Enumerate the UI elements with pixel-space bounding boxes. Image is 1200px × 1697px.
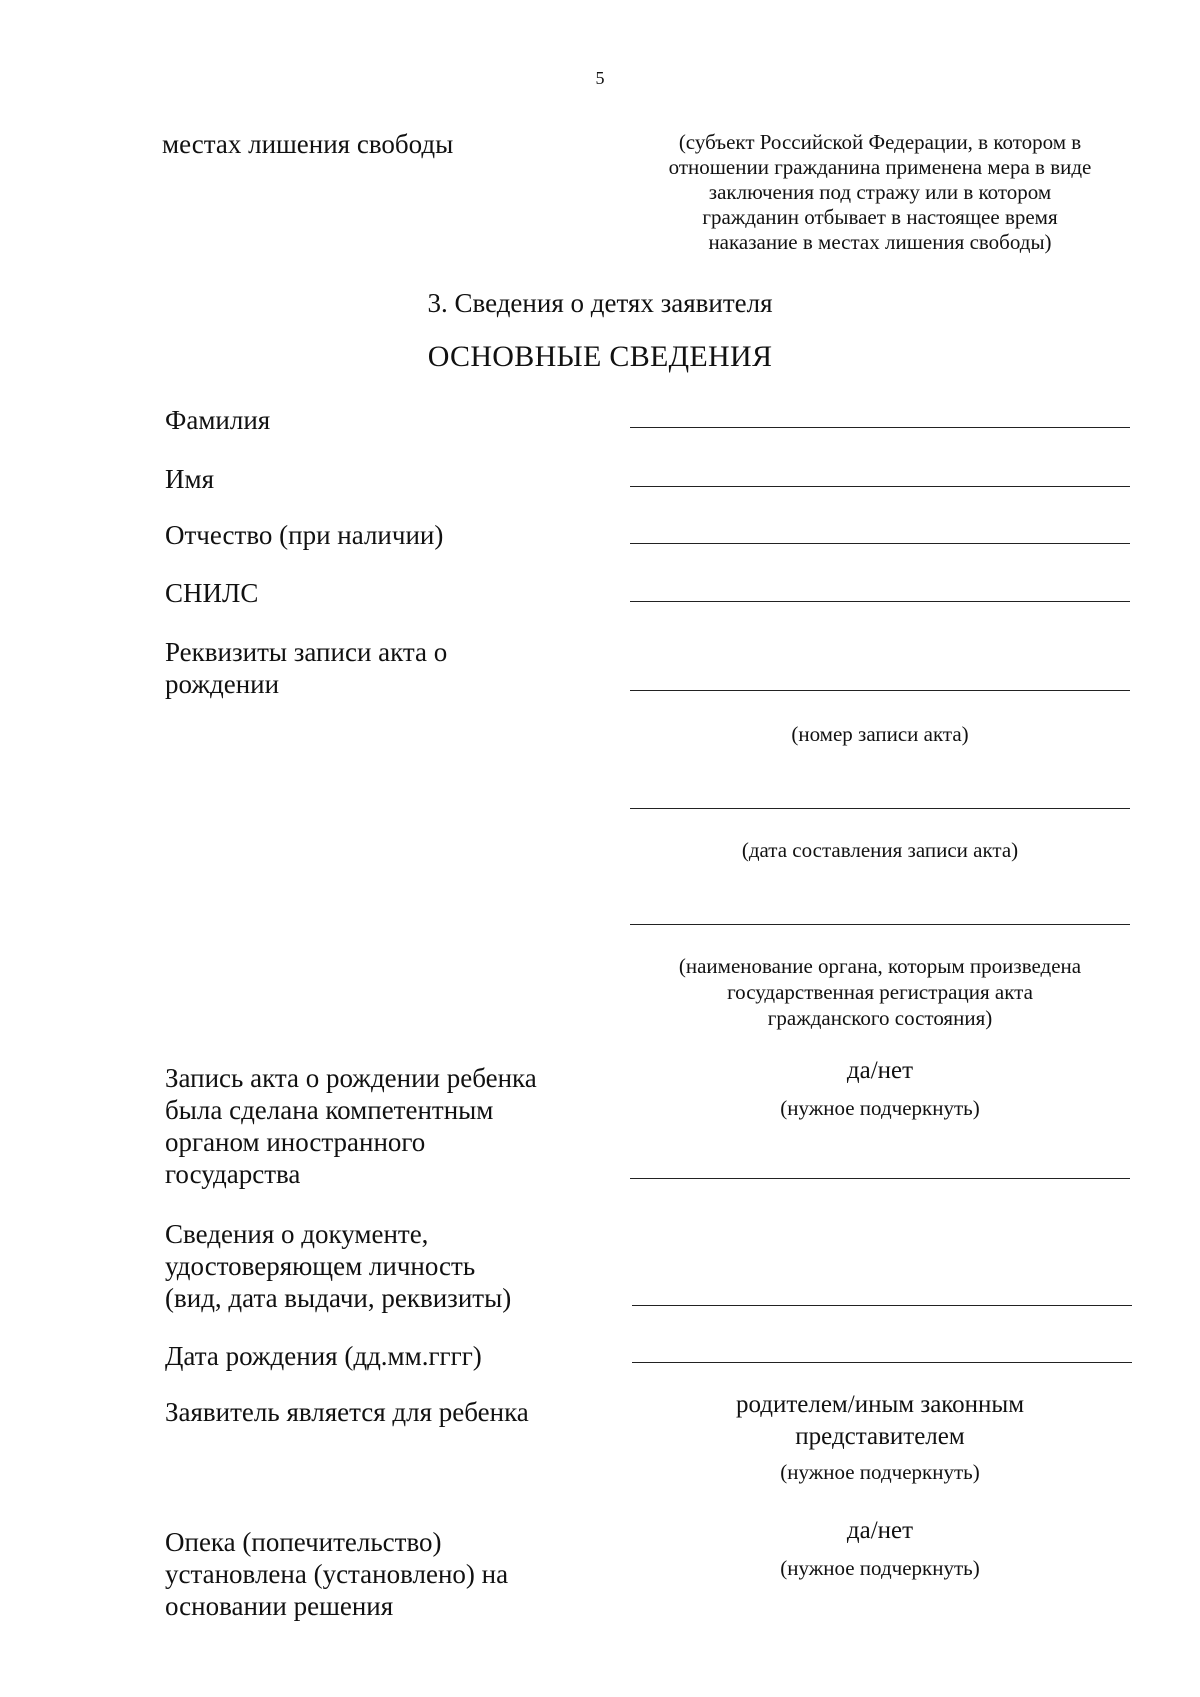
applicant-role-choice-2[interactable]: представителем <box>795 1423 965 1450</box>
top-note-line-3: заключения под стражу или в котором <box>708 180 1052 204</box>
applicant-role-note: (нужное подчеркнуть) <box>780 1460 980 1484</box>
identity-doc-line[interactable] <box>632 1305 1132 1306</box>
birth-date-label: Дата рождения (дд.мм.гггг) <box>165 1341 482 1371</box>
snils-line[interactable] <box>630 601 1130 602</box>
record-authority-note-1: (наименование органа, которым произведена <box>678 954 1082 978</box>
guardianship-choice[interactable]: да/нет <box>846 1517 914 1544</box>
foreign-record-note: (нужное подчеркнуть) <box>780 1096 980 1120</box>
top-note-line-2: отношении гражданина применена мера в виде <box>668 155 1092 179</box>
guardianship-label-1: Опека (попечительство) <box>165 1527 442 1557</box>
foreign-record-line[interactable] <box>630 1178 1130 1179</box>
guardianship-label-2: установлена (установлено) на <box>165 1559 509 1589</box>
record-number-note: (номер записи акта) <box>791 722 969 746</box>
foreign-record-choice[interactable]: да/нет <box>846 1057 914 1084</box>
snils-label: СНИЛС <box>165 578 259 608</box>
patronymic-label: Отчество (при наличии) <box>165 520 444 550</box>
top-note-line-4: гражданин отбывает в настоящее время <box>702 205 1058 229</box>
block-title: ОСНОВНЫЕ СВЕДЕНИЯ <box>427 340 773 373</box>
surname-label: Фамилия <box>165 405 271 435</box>
surname-line[interactable] <box>630 427 1130 428</box>
patronymic-line[interactable] <box>630 543 1130 544</box>
top-left-text: местах лишения свободы <box>162 129 454 159</box>
name-label: Имя <box>165 464 215 494</box>
foreign-record-label-1: Запись акта о рождении ребенка <box>165 1063 537 1093</box>
section-title: 3. Сведения о детях заявителя <box>427 288 773 318</box>
record-authority-note-2: государственная регистрация акта <box>727 980 1033 1004</box>
record-authority-line[interactable] <box>630 924 1130 925</box>
name-line[interactable] <box>630 486 1130 487</box>
applicant-role-choice-1[interactable]: родителем/иным законным <box>735 1391 1025 1418</box>
guardianship-label-3: основании решения <box>165 1591 394 1621</box>
foreign-record-label-4: государства <box>165 1159 301 1189</box>
applicant-role-label: Заявитель является для ребенка <box>165 1397 529 1427</box>
identity-doc-label-3: (вид, дата выдачи, реквизиты) <box>165 1283 512 1313</box>
birth-record-label-line-1: Реквизиты записи акта о <box>165 637 448 667</box>
record-date-line[interactable] <box>630 808 1130 809</box>
identity-doc-label-1: Сведения о документе, <box>165 1219 429 1249</box>
top-note-line-5: наказание в местах лишения свободы) <box>708 230 1052 254</box>
top-note-line-1: (субъект Российской Федерации, в котором в <box>678 130 1082 154</box>
guardianship-note: (нужное подчеркнуть) <box>780 1556 980 1580</box>
record-authority-note-3: гражданского состояния) <box>767 1006 993 1030</box>
page-number: 5 <box>595 68 605 88</box>
foreign-record-label-3: органом иностранного <box>165 1127 426 1157</box>
birth-date-line[interactable] <box>632 1362 1132 1363</box>
foreign-record-label-2: была сделана компетентным <box>165 1095 494 1125</box>
record-number-line[interactable] <box>630 690 1130 691</box>
birth-record-label-line-2: рождении <box>165 669 280 699</box>
record-date-note: (дата составления записи акта) <box>741 838 1019 862</box>
identity-doc-label-2: удостоверяющем личность <box>165 1251 476 1281</box>
